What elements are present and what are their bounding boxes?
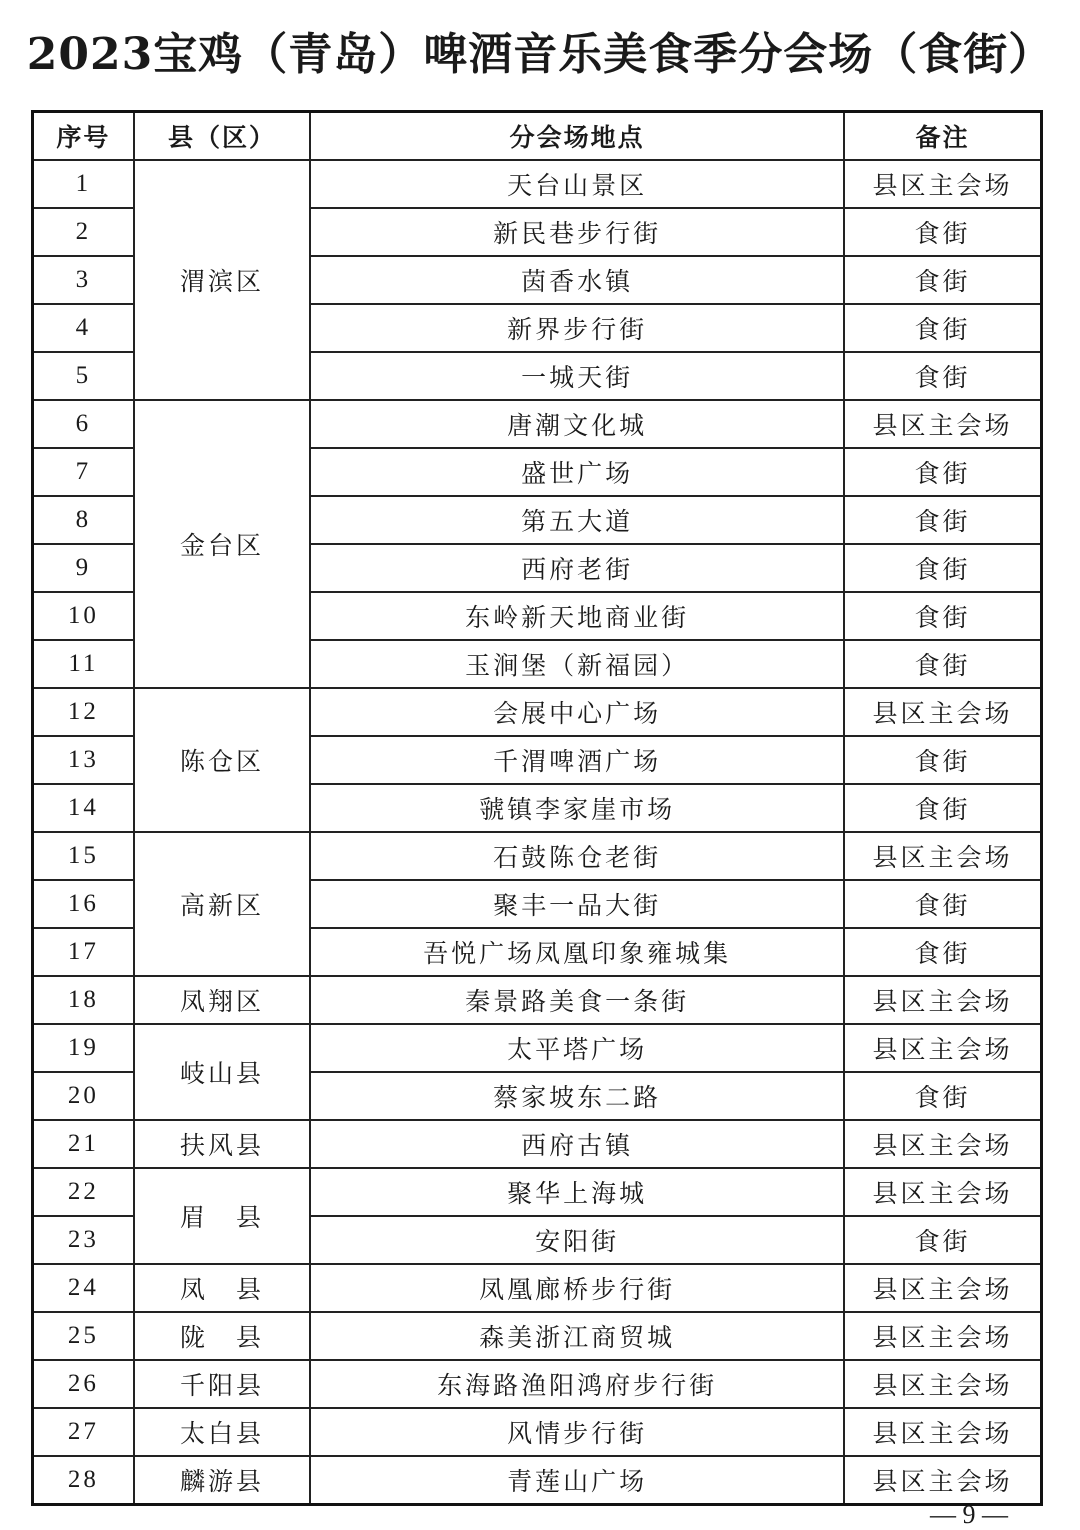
cell-venue: 一城天街 [310, 352, 844, 400]
table-row [33, 688, 1042, 736]
cell-note: 县区主会场 [844, 1408, 1042, 1456]
cell-serial: 3 [33, 256, 134, 304]
cell-county: 陇 县 [134, 1312, 311, 1360]
cell-serial: 25 [33, 1312, 134, 1360]
cell-note: 食街 [844, 352, 1042, 400]
cell-county: 眉 县 [134, 1168, 311, 1264]
table-row [33, 1168, 1042, 1216]
table-row [33, 160, 1042, 208]
cell-venue: 会展中心广场 [310, 688, 844, 736]
cell-venue: 西府古镇 [310, 1120, 844, 1168]
cell-note: 县区主会场 [844, 1312, 1042, 1360]
cell-venue: 吾悦广场凤凰印象雍城集 [310, 928, 844, 976]
cell-venue: 东海路渔阳鸿府步行街 [310, 1360, 844, 1408]
cell-county: 麟游县 [134, 1456, 311, 1505]
cell-venue: 安阳街 [310, 1216, 844, 1264]
page-title: 2023宝鸡（青岛）啤酒音乐美食季分会场（食街） [26, 29, 1054, 80]
cell-county: 陈仓区 [134, 688, 311, 832]
cell-serial: 10 [33, 592, 134, 640]
table-row [33, 1408, 1042, 1456]
header-serial: 序号 [33, 112, 134, 161]
cell-county: 高新区 [134, 832, 311, 976]
cell-venue: 聚华上海城 [310, 1168, 844, 1216]
table-row [33, 1120, 1042, 1168]
cell-note: 食街 [844, 1216, 1042, 1264]
cell-note: 县区主会场 [844, 1024, 1042, 1072]
cell-serial: 19 [33, 1024, 134, 1072]
cell-serial: 28 [33, 1456, 134, 1505]
table-row [33, 1264, 1042, 1312]
cell-serial: 18 [33, 976, 134, 1024]
cell-serial: 26 [33, 1360, 134, 1408]
cell-county: 太白县 [134, 1408, 311, 1456]
cell-note: 县区主会场 [844, 976, 1042, 1024]
cell-note: 食街 [844, 736, 1042, 784]
cell-note: 食街 [844, 544, 1042, 592]
cell-venue: 东岭新天地商业街 [310, 592, 844, 640]
table-row [33, 1024, 1042, 1072]
cell-note: 食街 [844, 640, 1042, 688]
cell-serial: 5 [33, 352, 134, 400]
cell-serial: 8 [33, 496, 134, 544]
cell-venue: 森美浙江商贸城 [310, 1312, 844, 1360]
cell-county: 扶风县 [134, 1120, 311, 1168]
cell-note: 县区主会场 [844, 1120, 1042, 1168]
cell-venue: 虢镇李家崖市场 [310, 784, 844, 832]
cell-venue: 太平塔广场 [310, 1024, 844, 1072]
cell-note: 食街 [844, 1072, 1042, 1120]
cell-note: 县区主会场 [844, 1456, 1042, 1505]
cell-county: 凤翔区 [134, 976, 311, 1024]
cell-venue: 第五大道 [310, 496, 844, 544]
header-venue: 分会场地点 [310, 112, 844, 161]
cell-venue: 天台山景区 [310, 160, 844, 208]
cell-serial: 21 [33, 1120, 134, 1168]
cell-serial: 27 [33, 1408, 134, 1456]
table-row [33, 1456, 1042, 1505]
cell-county: 千阳县 [134, 1360, 311, 1408]
cell-county: 金台区 [134, 400, 311, 688]
table-row [33, 1360, 1042, 1408]
header-note: 备注 [844, 112, 1042, 161]
table-row [33, 976, 1042, 1024]
cell-note: 食街 [844, 496, 1042, 544]
cell-venue: 聚丰一品大街 [310, 880, 844, 928]
cell-note: 食街 [844, 784, 1042, 832]
cell-venue: 风情步行街 [310, 1408, 844, 1456]
cell-venue: 茵香水镇 [310, 256, 844, 304]
cell-county: 渭滨区 [134, 160, 311, 400]
cell-serial: 22 [33, 1168, 134, 1216]
header-county: 县（区） [134, 112, 311, 161]
cell-serial: 1 [33, 160, 134, 208]
cell-serial: 17 [33, 928, 134, 976]
cell-note: 县区主会场 [844, 1360, 1042, 1408]
cell-serial: 24 [33, 1264, 134, 1312]
table-row [33, 400, 1042, 448]
cell-venue: 新界步行街 [310, 304, 844, 352]
cell-venue: 玉涧堡（新福园） [310, 640, 844, 688]
cell-note: 县区主会场 [844, 1168, 1042, 1216]
table-row [33, 1312, 1042, 1360]
venue-table [31, 110, 1043, 1506]
cell-note: 县区主会场 [844, 832, 1042, 880]
cell-note: 食街 [844, 880, 1042, 928]
cell-venue: 蔡家坡东二路 [310, 1072, 844, 1120]
cell-venue: 石鼓陈仓老街 [310, 832, 844, 880]
cell-serial: 4 [33, 304, 134, 352]
cell-venue: 西府老街 [310, 544, 844, 592]
cell-county: 凤 县 [134, 1264, 311, 1312]
cell-serial: 2 [33, 208, 134, 256]
cell-note: 县区主会场 [844, 688, 1042, 736]
cell-serial: 13 [33, 736, 134, 784]
cell-venue: 秦景路美食一条街 [310, 976, 844, 1024]
cell-note: 食街 [844, 448, 1042, 496]
cell-venue: 千渭啤酒广场 [310, 736, 844, 784]
cell-note: 食街 [844, 592, 1042, 640]
cell-note: 食街 [844, 208, 1042, 256]
cell-note: 食街 [844, 256, 1042, 304]
cell-county: 岐山县 [134, 1024, 311, 1120]
cell-note: 食街 [844, 928, 1042, 976]
cell-serial: 6 [33, 400, 134, 448]
cell-venue: 凤凰廊桥步行街 [310, 1264, 844, 1312]
cell-serial: 23 [33, 1216, 134, 1264]
cell-serial: 9 [33, 544, 134, 592]
cell-serial: 7 [33, 448, 134, 496]
cell-serial: 11 [33, 640, 134, 688]
page-number: — 9 — [930, 1500, 1008, 1529]
cell-venue: 新民巷步行街 [310, 208, 844, 256]
cell-venue: 唐潮文化城 [310, 400, 844, 448]
table-row [33, 832, 1042, 880]
cell-note: 县区主会场 [844, 400, 1042, 448]
cell-venue: 盛世广场 [310, 448, 844, 496]
cell-serial: 20 [33, 1072, 134, 1120]
table-header [33, 112, 1042, 161]
cell-venue: 青莲山广场 [310, 1456, 844, 1505]
cell-note: 县区主会场 [844, 1264, 1042, 1312]
cell-serial: 15 [33, 832, 134, 880]
header-row [33, 112, 1042, 161]
cell-serial: 14 [33, 784, 134, 832]
table-body [33, 160, 1042, 1505]
cell-serial: 16 [33, 880, 134, 928]
cell-note: 食街 [844, 304, 1042, 352]
cell-note: 县区主会场 [844, 160, 1042, 208]
cell-serial: 12 [33, 688, 134, 736]
